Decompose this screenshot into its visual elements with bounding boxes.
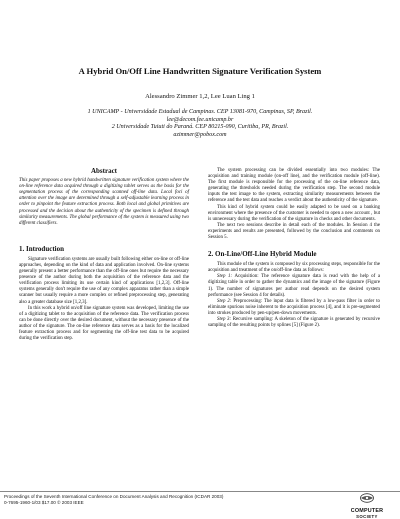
footer-divider	[0, 491, 400, 492]
paper-title: A Hybrid On/Off Line Handwritten Signature Verification System	[78, 66, 322, 76]
abstract-heading: Abstract	[90, 167, 118, 175]
right-column	[208, 168, 380, 329]
footer-line-2: 0-7695-1960-1/03 $17.00 © 2003 IEEE	[4, 500, 84, 505]
author-list: Alessandro Zimmer 1,2, Lee Luan Ling 1	[145, 93, 255, 100]
logo-line-1: COMPUTER	[350, 508, 384, 514]
affiliation-1: 1 UNICAMP - Universidade Estadual de Campinas. CEP 13081-970, Campinas, SP, Brazil.	[87, 109, 313, 115]
left-column	[19, 168, 189, 342]
intro-paragraph-1: Signature verification systems are usually built following either on-line or off-line approaches, depending on the kind of data and application involved. On-line systems generally present a better performance than the off-line ones but require the necessary presence of the author during both the acquisition of the reference data and the verification process limiting its use certain kind of applications [1,2,3]. Off-line systems generally don't require the use of any complex apparatus rather than a simple scanner but usually require a more complex or refined preprocessing step, generating also a greater database size [1,2,3].	[19, 256, 189, 305]
step-3	[208, 317, 380, 329]
step-2-label: Step 2:	[217, 298, 232, 304]
step-2	[208, 299, 380, 317]
system-paragraph-2: This kind of hybrid system could be easily adapted to be used on a banking environment where the presence of the customer is needed to open a new account , but is unnecessary during the verification of the signature in checks and other documents.	[208, 204, 380, 222]
step-1-label: Step 1:	[217, 274, 233, 280]
abstract-text: This paper proposes a new hybrid handwritten signature verification system where the on-line reference data acquired through a digitizing tablet serves as the basis for the segmentation process of the corresponding scanned off-line data. Local foci of attention over the image are determined through a self-adjustable learning process in order to pinpoint the feature extraction process. Both local and global primitives are processed and the decision about the authenticity of the specimen is defined through similarity measurements. The global performance of the system is measured using two different classifiers.	[19, 178, 189, 226]
step-3-text: Recursive sampling: A skeleton of the signature is generated by recursive sampling of the resulting points by splines [5] (Figure 2).	[208, 316, 380, 329]
proceedings-footer	[4, 494, 304, 506]
affiliation-2-email: azimmer@pobox.com	[173, 131, 227, 138]
step-1-text: Acquisition: The reference signature data is read with the help of a digitizing table in order to gather the dynamics and the image of the signature (Figure 1). The number of signatures per author read depends on the desired system performance (see Session 4 for details).	[208, 274, 381, 298]
step-3-label: Step 3:	[217, 316, 232, 322]
step-1	[208, 274, 380, 298]
society-emblem-icon	[360, 493, 374, 503]
intro-heading: 1. Introduction	[19, 244, 64, 253]
computer-society-logo	[346, 490, 388, 519]
section-2-heading: 2. On-Line/Off-Line Hybrid Module	[208, 250, 317, 259]
footer-line-1: Proceedings of the Seventh International Conference on Document Analysis and Recognition (ICDAR 2003)	[4, 494, 224, 499]
affiliations	[20, 109, 380, 139]
system-paragraph-1: The system processing can be divided essentially into two modules: The acquisition and training module (on-off line), and the verification module (off-line). The first module is responsible for the processing of the on-line reference data, generating the thresholds needed during the verification step. The second module inputs the test image to the system, extracting similarity measurements between the reference and the test data and reaches a verdict about the authenticity of the signature.	[208, 168, 380, 204]
section-2-paragraph: This module of the system is composed by six processing steps, responsible for the acquisition and treatment of the on/off-line data as follows:	[208, 262, 380, 274]
step-2-text: Preprocessing: The input data is filtered by a low-pass filter in order to eliminate spurious noise inherent to the acquisition process [4], and it is pre-segmented into strokes produced by pen-up/pen-down movements.	[208, 298, 380, 316]
affiliation-1-email: lee@decom.fee.unicamp.br	[166, 116, 234, 123]
intro-paragraph-2: In this work a hybrid on/off line signature system was developed, limiting the use of a digitizing tablet to the acquisition of the reference data. The verification process can be done directly over the desired document, without the necessary presence of the author of the signature. The on-line reference data serves as a basis for the localized feature extraction process and for segmenting the off-line test data to be acquired during the verification step.	[19, 305, 189, 342]
system-paragraph-3: The next two sessions describe in detail each of the modules. In Session 4 the experiments and results are presented, followed by the conclusion and comments on Session 5.	[208, 222, 380, 241]
logo-line-2: SOCIETY	[356, 514, 378, 519]
affiliation-2: 2 Universidade Tuiuti do Paraná. CEP 80215-090, Curitiba, PR, Brazil.	[111, 124, 289, 131]
